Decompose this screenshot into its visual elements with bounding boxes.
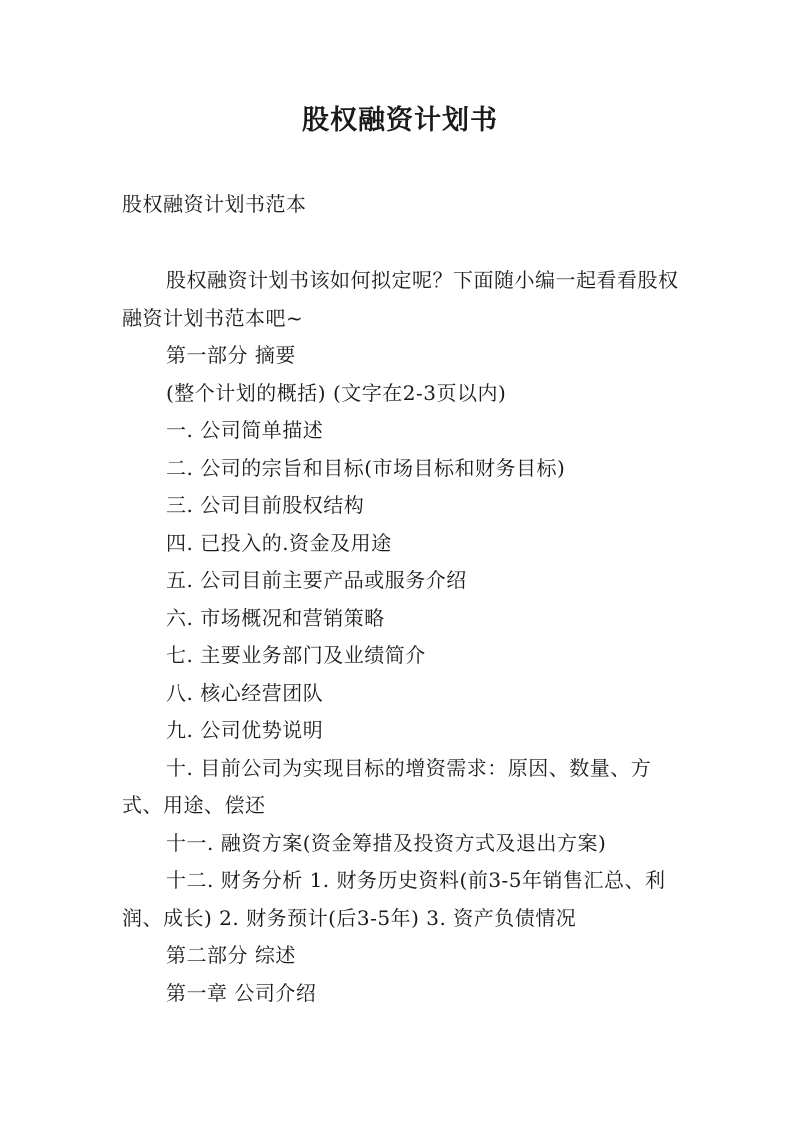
list-item: 六. 市场概况和营销策略 bbox=[166, 605, 385, 630]
list-item: 十. 目前公司为实现目标的增资需求：原因、数量、方式、用途、偿还 bbox=[122, 755, 652, 817]
chapter-heading: 第一章 公司介绍 bbox=[166, 980, 317, 1005]
list-item: 二. 公司的宗旨和目标(市场目标和财务目标) bbox=[166, 455, 566, 480]
document-subtitle: 股权融资计划书范本 bbox=[122, 192, 307, 216]
list-item: 十一. 融资方案(资金筹措及投资方式及退出方案) bbox=[166, 830, 607, 855]
list-item: 五. 公司目前主要产品或服务介绍 bbox=[166, 568, 467, 592]
list-item: 九. 公司优势说明 bbox=[166, 718, 324, 742]
list-item: 一. 公司简单描述 bbox=[166, 418, 324, 442]
document-body bbox=[122, 262, 690, 1012]
paragraph: (整个计划的概括) (文字在2-3页以内) bbox=[166, 380, 507, 405]
section-heading: 第一部分 摘要 bbox=[166, 343, 296, 367]
list-item: 三. 公司目前股权结构 bbox=[166, 493, 365, 517]
list-item: 八. 核心经营团队 bbox=[166, 680, 324, 705]
paragraph: 股权融资计划书该如何拟定呢？下面随小编一起看看股权融资计划书范本吧~ bbox=[122, 268, 679, 330]
list-item: 七. 主要业务部门及业绩简介 bbox=[166, 643, 426, 667]
document-title: 股权融资计划书 bbox=[302, 105, 498, 136]
list-item: 四. 已投入的.资金及用途 bbox=[166, 530, 392, 555]
section-heading: 第二部分 综述 bbox=[166, 943, 296, 967]
list-item: 十二. 财务分析 1. 财务历史资料(前3-5年销售汇总、利润、成长) 2. 财务预计(后3-5年) 3. 资产负债情况 bbox=[122, 868, 666, 930]
